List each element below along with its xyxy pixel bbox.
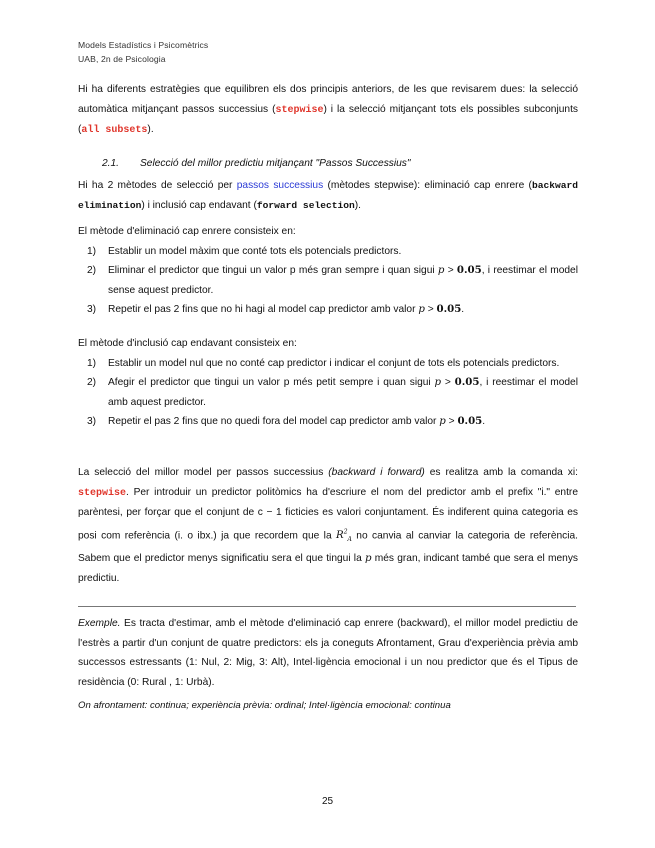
code-stepwise-command: stepwise xyxy=(78,487,127,499)
running-header-course: UAB, 2n de Psicologia xyxy=(78,54,166,64)
list-item: 2) Eliminar el predictor que tingui un valor p més gran sempre i quan sigui p > 0.05, i reestimar el model sense aquest predictor. xyxy=(87,264,578,296)
r-squared-adjusted: $R^2_A$ xyxy=(336,528,352,543)
example-paragraph: Exemple. Es tracta d'estimar, amb el mètode d'eliminació cap enrere (backward), el millor model predictiu de l'estrès a partir d'un conjunt de quatre predictors: els ja coneguts Afrontament, Grau d'experiència prèvia amb successos estressants (1: Nul, 2: Mig, 3: Alt), Intel·ligència emocional i un nou predictor que és el Tipus de residència (0: Rural , 1: Urbà). xyxy=(78,618,578,688)
intro-paragraph: Hi ha diferents estratègies que equilibren els dos principis anteriors, de les que revisarem dues: la selecció automàtica mitjançant passos successius (stepwise) i la selecció mitjançant tots els possibles subconjunts (all subsets). xyxy=(78,84,578,136)
section-title: Selecció del millor predictiu mitjançant "Passos Successius" xyxy=(140,158,411,169)
list-item: 3) Repetir el pas 2 fins que no quedi fora del model cap predictor amb valor p > 0.05. xyxy=(87,415,486,427)
code-backward-elimination: backward elimination xyxy=(78,180,578,211)
list-item: 3) Repetir el pas 2 fins que no hi hagi al model cap predictor amb valor p > 0.05. xyxy=(87,303,465,315)
link-passos-successius[interactable]: passos successius xyxy=(236,180,324,191)
code-forward-selection: forward selection xyxy=(256,199,355,211)
section-heading xyxy=(102,158,411,169)
example-label: Exemple. xyxy=(78,618,121,629)
example-note: On afrontament: continua; experiència prèvia: ordinal; Intel·ligència emocional: continua xyxy=(78,700,451,711)
forward-steps xyxy=(78,354,578,432)
list-item: 2) Afegir el predictor que tingui un valor p més petit sempre i quan sigui p > 0.05, i reestimar el model amb aquest predictor. xyxy=(87,376,578,408)
page-number: 25 xyxy=(321,796,334,807)
section-number: 2.1. xyxy=(102,158,119,169)
forward-method xyxy=(78,334,578,432)
running-header-title: Models Estadístics i Psicomètrics xyxy=(78,40,209,50)
methods-paragraph: Hi ha 2 mètodes de selecció per passos successius (mètodes stepwise): eliminació cap enrere (backward elimination) i inclusió cap endavant (forward selection). xyxy=(78,180,578,211)
separator-rule xyxy=(78,606,576,607)
forward-intro: El mètode d'inclusió cap endavant consisteix en: xyxy=(78,338,297,349)
code-all-subsets: all subsets xyxy=(81,125,148,136)
list-item: 1) Establir un model nul que no conté cap predictor i indicar el conjunt de tots els potencials predictors. xyxy=(87,357,560,369)
backward-intro: El mètode d'eliminació cap enrere consisteix en: xyxy=(78,226,296,237)
backward-method xyxy=(78,222,578,320)
stepwise-paragraph: La selecció del millor model per passos successius (backward i forward) es realitza amb la comanda xi: stepwise. Per introduir un predictor politòmics ha d'escriure el nom del predictor amb el prefix "i." entre parèntesi, per forçar que el conjunt de c − 1 ficticies es valori conjuntament. És indiferent quina categoria es posi com referència (i. o ibx.) ja que recordem que la $R^2_A$ no canvia al canviar la categoria de referència. Sabem que el predictor menys significatiu sera el que tingui la p més gran, indicant també que sera el menys predictiu. xyxy=(78,467,579,584)
code-stepwise: stepwise xyxy=(275,104,324,116)
list-item: 1) Establir un model màxim que conté tots els potencials predictors. xyxy=(87,245,402,257)
backward-steps xyxy=(78,242,578,320)
